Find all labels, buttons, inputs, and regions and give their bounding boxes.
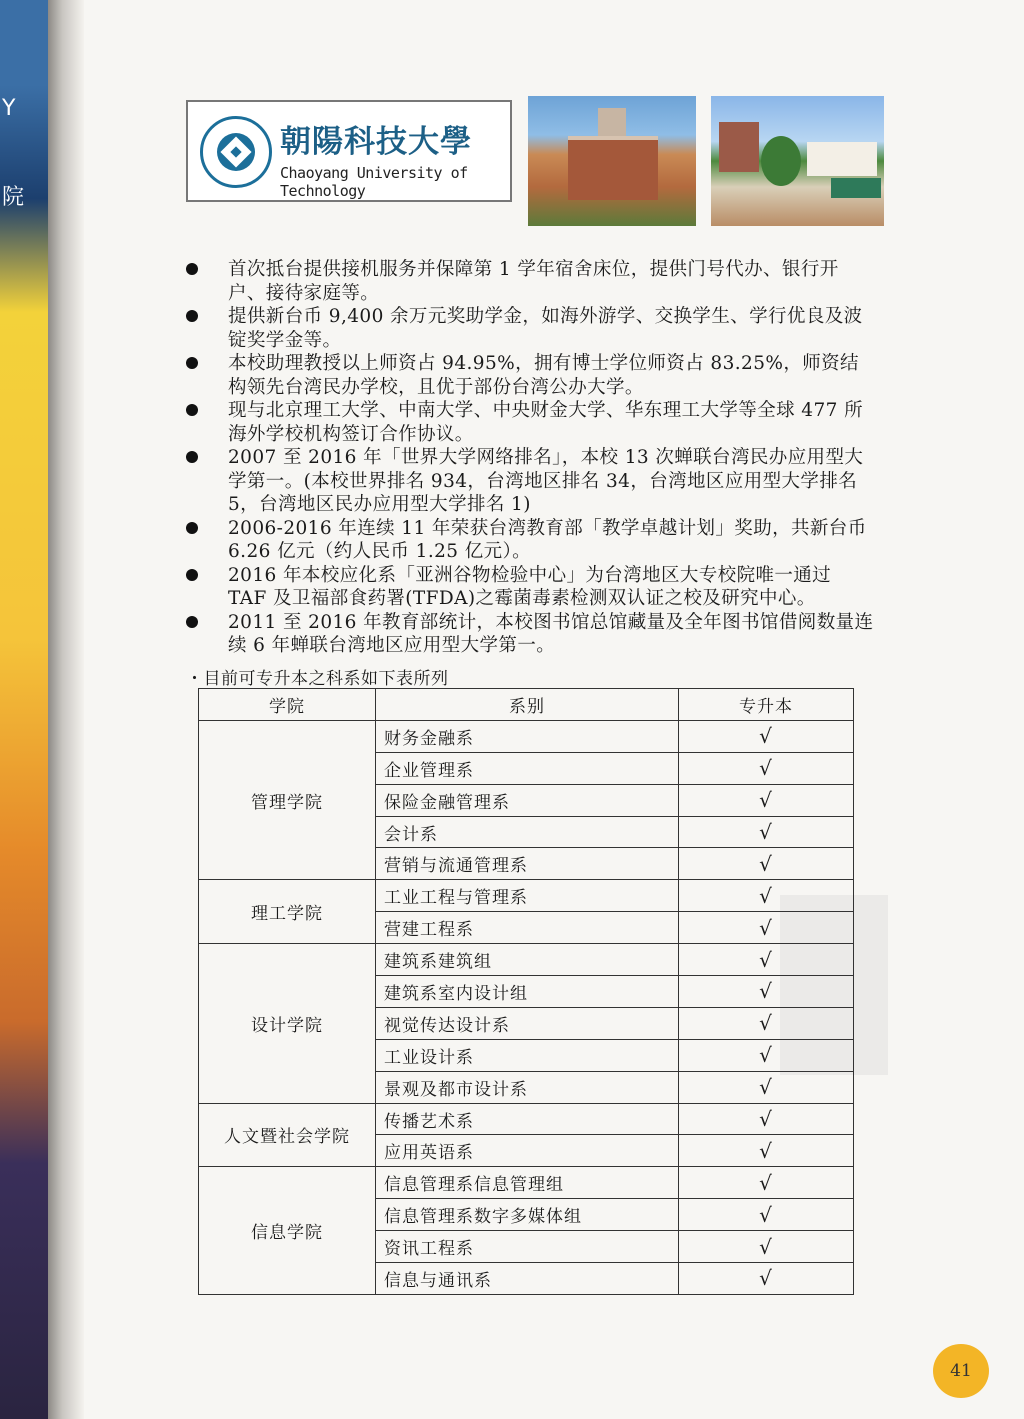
department-cell: 会计系	[376, 816, 679, 848]
bullet-dot-icon	[186, 569, 198, 581]
check-mark-icon: √	[679, 1103, 854, 1135]
check-mark-icon: √	[679, 944, 854, 976]
bullet-item: 提供新台币 9,400 余万元奖助学金，如海外游学、交换学生、学行优良及波锭奖学金等。	[186, 305, 876, 352]
bullet-dot-icon	[186, 357, 198, 369]
department-cell: 信息管理系信息管理组	[376, 1167, 679, 1199]
campus-photo-building	[528, 96, 696, 226]
bullet-item: 现与北京理工大学、中南大学、中央财金大学、华东理工大学等全球 477 所海外学校机构签订合作协议。	[186, 399, 876, 446]
logo-english-name: Chaoyang University of Technology	[280, 164, 468, 200]
check-mark-icon: √	[679, 1263, 854, 1295]
check-mark-icon: √	[679, 1039, 854, 1071]
check-mark-icon: √	[679, 816, 854, 848]
header-upgrade: 专升本	[679, 689, 854, 721]
department-cell: 信息与通讯系	[376, 1263, 679, 1295]
table-row	[199, 1103, 854, 1135]
bullet-item: 2006-2016 年连续 11 年荣获台湾教育部「教学卓越计划」奖助，共新台币 6.26 亿元（约人民币 1.25 亿元）。	[186, 517, 876, 564]
table-row	[199, 1167, 854, 1199]
table-header-row	[199, 689, 854, 721]
bullet-item: 2011 至 2016 年教育部统计，本校图书馆总馆藏量及全年图书馆借阅数量连续 6 年蝉联台湾地区应用型大学第一。	[186, 611, 876, 658]
bullet-dot-icon	[186, 404, 198, 416]
check-mark-icon: √	[679, 880, 854, 912]
bullet-dot-icon	[186, 451, 198, 463]
check-mark-icon: √	[679, 848, 854, 880]
department-cell: 保险金融管理系	[376, 784, 679, 816]
college-cell: 理工学院	[199, 880, 376, 944]
department-cell: 信息管理系数字多媒体组	[376, 1199, 679, 1231]
check-mark-icon: √	[679, 752, 854, 784]
table-row	[199, 880, 854, 912]
feature-bullet-list	[186, 258, 876, 658]
campus-photo-courtyard	[711, 96, 884, 226]
college-cell: 人文暨社会学院	[199, 1103, 376, 1167]
department-cell: 营建工程系	[376, 912, 679, 944]
bullet-dot-icon	[186, 310, 198, 322]
bullet-item: 首次抵台提供接机服务并保障第 1 学年宿舍床位，提供门号代办、银行开户、接待家庭等。	[186, 258, 876, 305]
department-cell: 资讯工程系	[376, 1231, 679, 1263]
header-department: 系别	[376, 689, 679, 721]
department-cell: 营销与流通管理系	[376, 848, 679, 880]
table-row	[199, 944, 854, 976]
facing-page-text-mid: 院	[2, 185, 25, 210]
department-cell: 工业设计系	[376, 1039, 679, 1071]
department-cell: 应用英语系	[376, 1135, 679, 1167]
bullet-item: 2016 年本校应化系「亚洲谷物检验中心」为台湾地区大专校院唯一通过 TAF 及卫福部食药署(TFDA)之霉菌毒素检测双认证之校及研究中心。	[186, 564, 876, 611]
department-cell: 建筑系室内设计组	[376, 976, 679, 1008]
header-college: 学院	[199, 689, 376, 721]
check-mark-icon: √	[679, 1071, 854, 1103]
department-cell: 工业工程与管理系	[376, 880, 679, 912]
college-cell: 信息学院	[199, 1167, 376, 1295]
department-cell: 财务金融系	[376, 720, 679, 752]
facing-page-edge	[0, 0, 48, 1419]
check-mark-icon: √	[679, 1231, 854, 1263]
page-number-badge: 41	[933, 1344, 989, 1398]
facing-page-text-top: Y	[2, 96, 16, 121]
check-mark-icon: √	[679, 976, 854, 1008]
department-cell: 视觉传达设计系	[376, 1007, 679, 1039]
bullet-dot-icon	[186, 263, 198, 275]
department-cell: 企业管理系	[376, 752, 679, 784]
bullet-item: 2007 至 2016 年「世界大学网络排名」，本校 13 次蝉联台湾民办应用型大学第一。(本校世界排名 934，台湾地区排名 34，台湾地区应用型大学排名 5，台湾地区民办应用型大学排名 1)	[186, 446, 876, 517]
logo-chinese-name: 朝陽科技大學	[280, 124, 472, 160]
table-caption: ・目前可专升本之科系如下表所列	[186, 669, 449, 689]
department-table	[198, 688, 854, 1295]
department-cell: 传播艺术系	[376, 1103, 679, 1135]
check-mark-icon: √	[679, 1135, 854, 1167]
university-seal-icon	[200, 116, 272, 188]
check-mark-icon: √	[679, 912, 854, 944]
check-mark-icon: √	[679, 1167, 854, 1199]
department-cell: 景观及都市设计系	[376, 1071, 679, 1103]
bullet-item: 本校助理教授以上师资占 94.95%，拥有博士学位师资占 83.25%，师资结构领先台湾民办学校，且优于部份台湾公办大学。	[186, 352, 876, 399]
bullet-dot-icon	[186, 616, 198, 628]
college-cell: 设计学院	[199, 944, 376, 1103]
college-cell: 管理学院	[199, 720, 376, 879]
check-mark-icon: √	[679, 720, 854, 752]
book-spine	[48, 0, 84, 1419]
check-mark-icon: √	[679, 1199, 854, 1231]
check-mark-icon: √	[679, 784, 854, 816]
table-row	[199, 720, 854, 752]
university-logo	[186, 100, 512, 202]
department-cell: 建筑系建筑组	[376, 944, 679, 976]
check-mark-icon: √	[679, 1007, 854, 1039]
bullet-dot-icon	[186, 522, 198, 534]
